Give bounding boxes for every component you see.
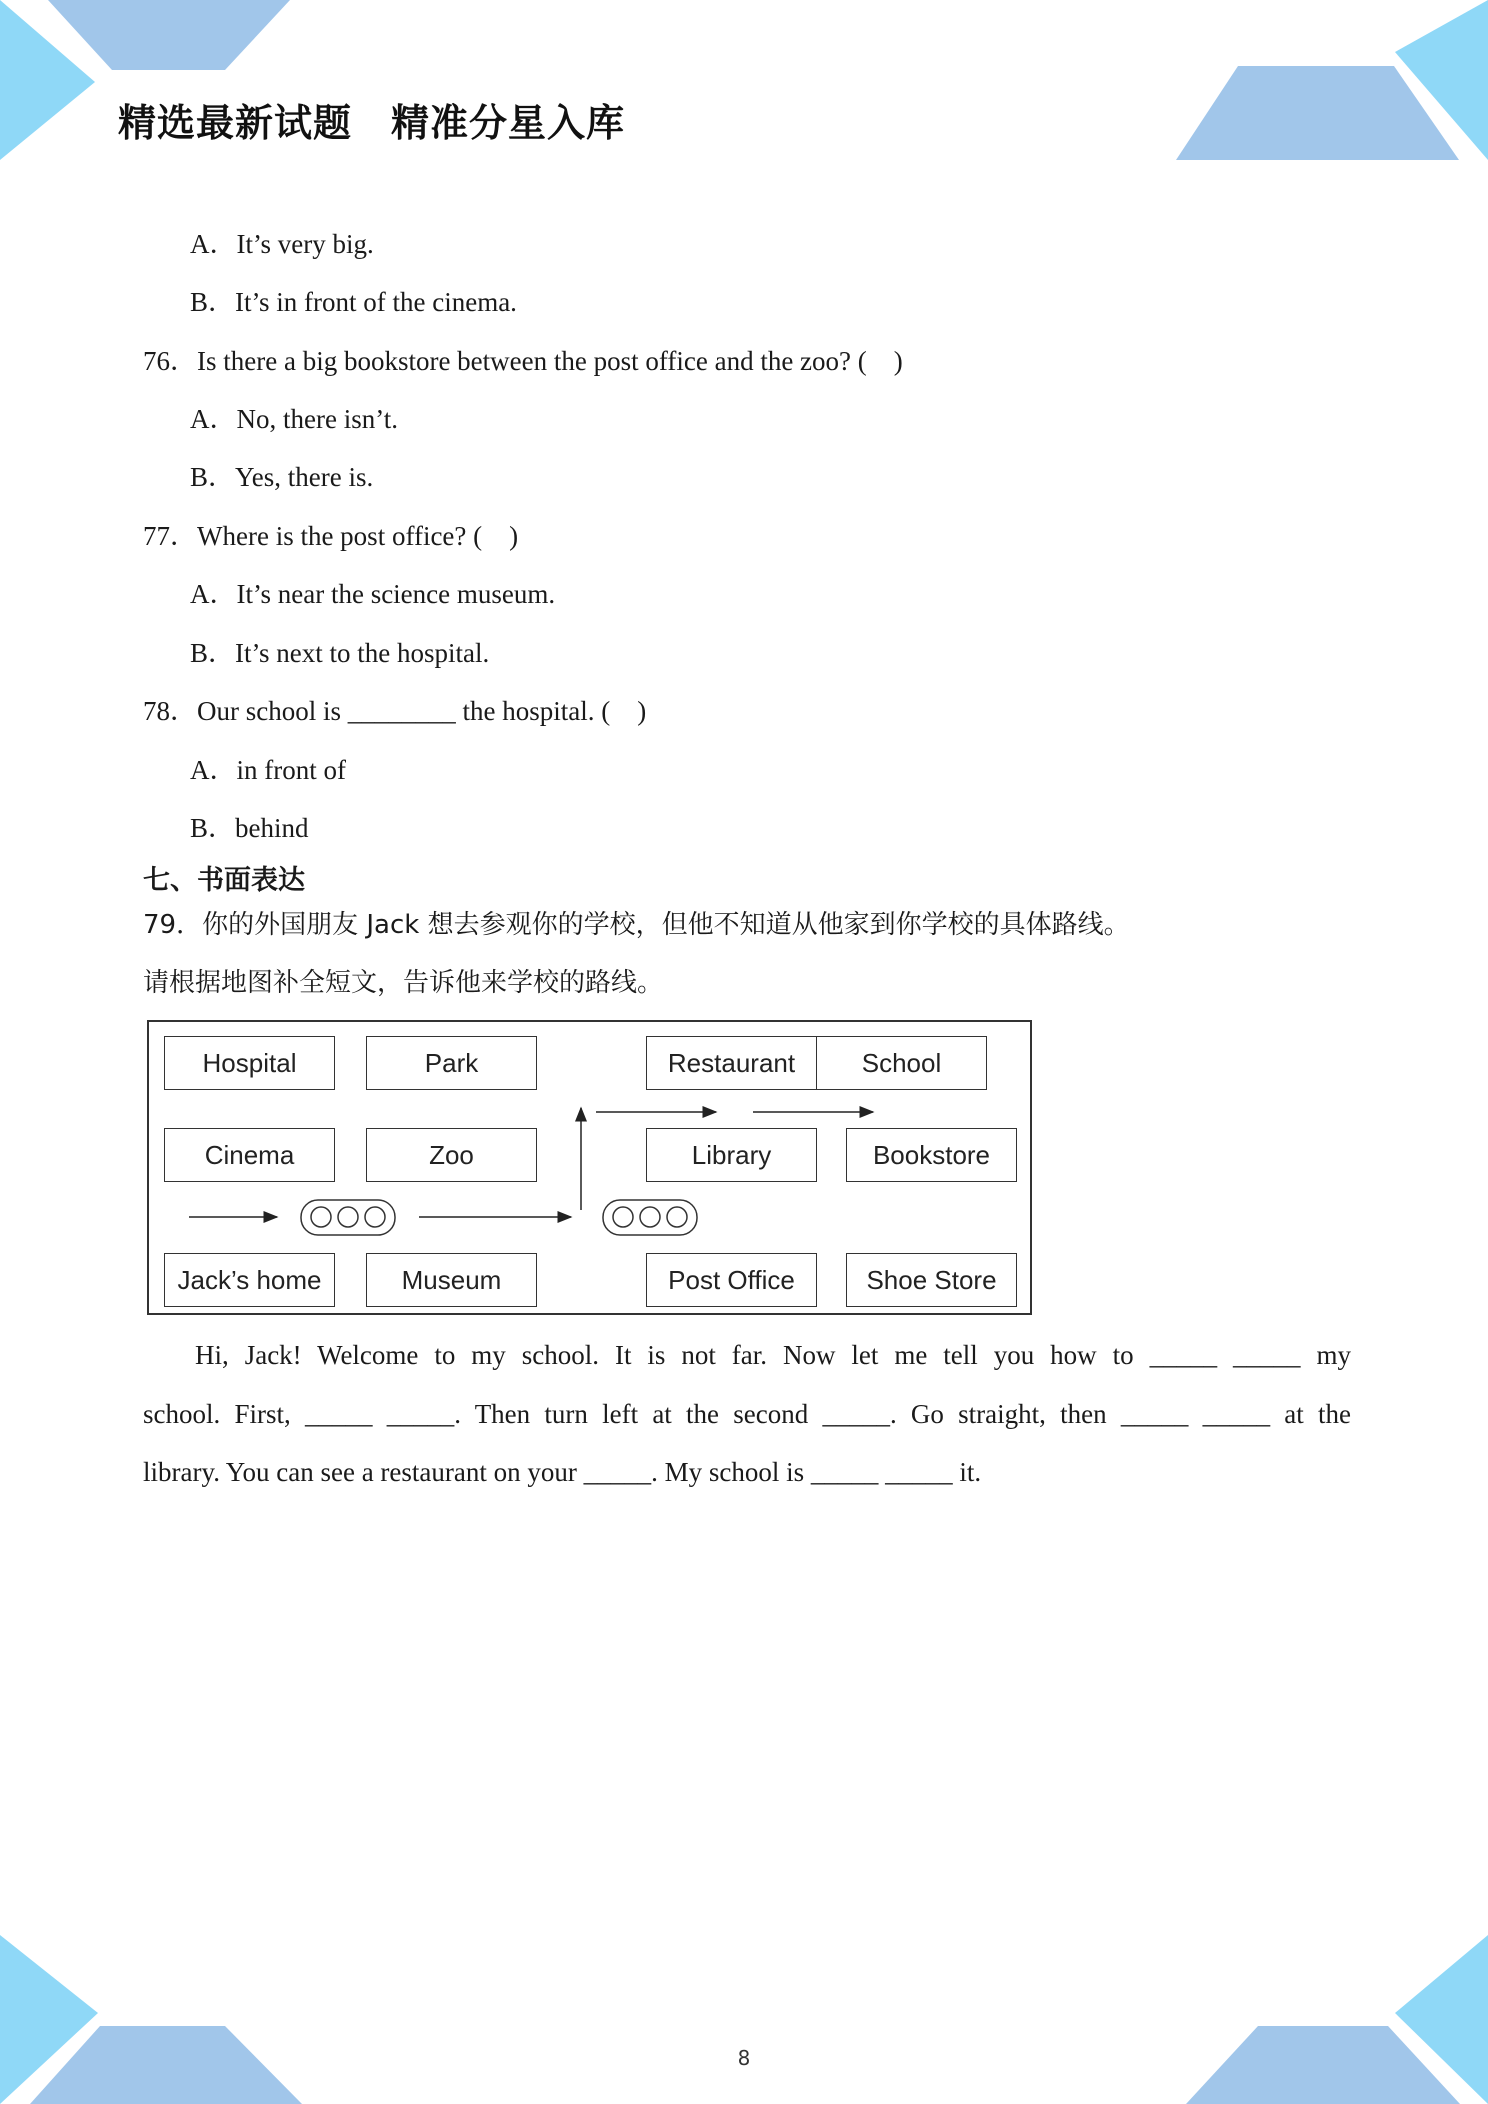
q79-prompt-line1: 79．你的外国朋友 Jack 想去参观你的学校，但他不知道从他家到你学校的具体路线。 xyxy=(143,910,1130,940)
q76-stem: 76．Is there a big bookstore between the post office and the zoo? ( ) xyxy=(143,346,903,376)
q76-option-a: A．No, there isn’t. xyxy=(190,404,398,434)
corner-banner-top-right xyxy=(1176,66,1459,160)
map-building-school: School xyxy=(816,1036,987,1090)
q77-stem: 77．Where is the post office? ( ) xyxy=(143,521,519,551)
map-building-zoo: Zoo xyxy=(366,1128,537,1182)
traffic-light-icon xyxy=(603,1200,697,1235)
map-building-museum: Museum xyxy=(366,1253,537,1307)
route-map xyxy=(147,1020,1032,1315)
corner-banner-top-left xyxy=(48,0,290,70)
q76-option-b: B．Yes, there is. xyxy=(190,462,374,492)
map-building-hospital: Hospital xyxy=(164,1036,335,1090)
map-building-park: Park xyxy=(366,1036,537,1090)
map-building-restaurant: Restaurant xyxy=(646,1036,817,1090)
q78-option-b: B．behind xyxy=(190,813,309,843)
passage-line-2: school. First, _____ _____. Then turn left at the second _____. Go straight, then _____ _____ at the xyxy=(143,1399,1351,1429)
traffic-light-icon xyxy=(301,1200,395,1235)
q78-stem: 78．Our school is ________ the hospital. ( ) xyxy=(143,696,647,726)
section-title: 七、书面表达 xyxy=(143,865,305,896)
map-routes xyxy=(149,1022,1030,1313)
map-building-bookstore: Bookstore xyxy=(846,1128,1017,1182)
q79-prompt-line2: 请根据地图补全短文，告诉他来学校的路线。 xyxy=(143,968,664,998)
map-building-library: Library xyxy=(646,1128,817,1182)
passage-line-3: library. You can see a restaurant on your _____. My school is _____ _____ it. xyxy=(143,1457,982,1487)
q78-option-a: A．in front of xyxy=(190,755,346,785)
map-building-post-office: Post Office xyxy=(646,1253,817,1307)
passage-line-1: Hi, Jack! Welcome to my school. It is not far. Now let me tell you how to _____ _____ my xyxy=(195,1340,1351,1370)
q75-option-a: A．It’s very big. xyxy=(190,229,374,259)
q77-option-a: A．It’s near the science museum. xyxy=(190,579,556,609)
q77-option-b: B．It’s next to the hospital. xyxy=(190,638,490,668)
map-building-shoe-store: Shoe Store xyxy=(846,1253,1017,1307)
q75-option-b: B．It’s in front of the cinema. xyxy=(190,287,517,317)
header-title: 精选最新试题 精准分星入库 xyxy=(118,101,626,145)
page-number: 8 xyxy=(737,2046,751,2070)
map-building-jacks-home: Jack’s home xyxy=(164,1253,335,1307)
map-building-cinema: Cinema xyxy=(164,1128,335,1182)
